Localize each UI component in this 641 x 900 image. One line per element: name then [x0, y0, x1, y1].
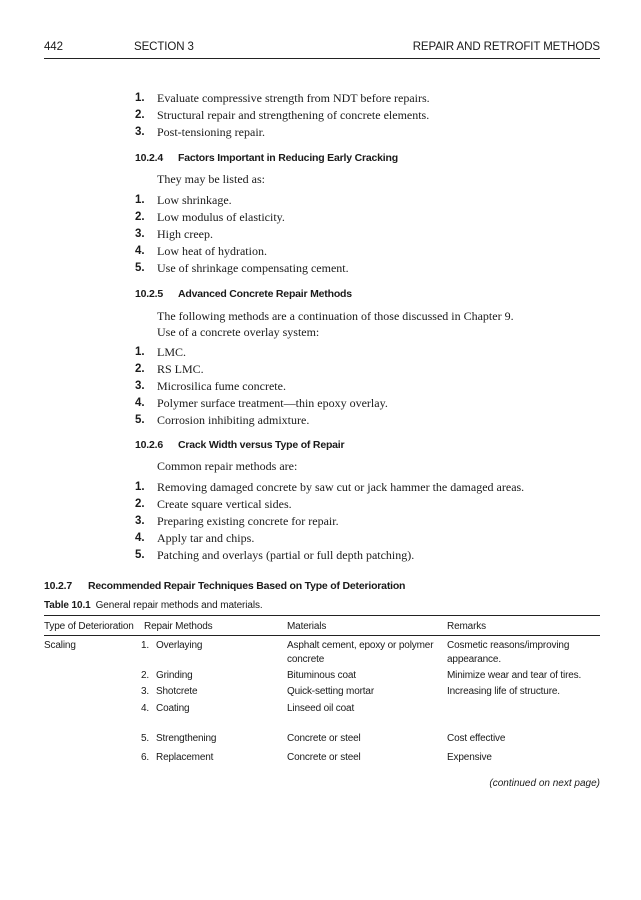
- repair-method: Overlaying: [156, 640, 203, 651]
- list-text: Microsilica fume concrete.: [157, 379, 286, 393]
- list-number: 2.: [135, 498, 145, 510]
- list-number: 1.: [135, 194, 145, 206]
- list-text: Polymer surface treatment—thin epoxy overlay.: [157, 396, 388, 410]
- list-text: Low modulus of elasticity.: [157, 210, 285, 224]
- repair-method: Replacement: [156, 752, 214, 763]
- column-header: Remarks: [447, 621, 486, 632]
- list-number: 1.: [135, 92, 145, 104]
- subsection-heading-10-2-5: [135, 288, 352, 300]
- repair-method: Grinding: [156, 670, 193, 681]
- running-title: REPAIR AND RETROFIT METHODS: [412, 41, 600, 53]
- list-number: 4.: [135, 245, 145, 257]
- running-header: [44, 40, 600, 59]
- list-text: Apply tar and chips.: [157, 531, 255, 545]
- subsection-heading-10-2-6: [135, 439, 344, 451]
- page-number: 442: [44, 41, 63, 53]
- remark: Minimize wear and tear of tires.: [447, 670, 582, 681]
- subsection-title: Factors Important in Reducing Early Cracking: [178, 152, 398, 164]
- list-text: Patching and overlays (partial or full depth patching).: [157, 548, 415, 562]
- list-number: 4.: [135, 532, 145, 544]
- subsection-title: Crack Width versus Type of Repair: [178, 439, 345, 451]
- list-text: Create square vertical sides.: [157, 497, 292, 511]
- subsection-heading-10-2-7: [44, 580, 405, 592]
- material: Linseed oil coat: [287, 703, 355, 714]
- deterioration-type: Scaling: [44, 640, 76, 651]
- row-number: 3.: [140, 686, 149, 697]
- list-text: Low shrinkage.: [157, 193, 232, 207]
- list-text: Structural repair and strengthening of concrete elements.: [157, 108, 430, 122]
- material: concrete: [287, 654, 325, 665]
- remark: Expensive: [447, 752, 492, 763]
- remark: Cost effective: [447, 733, 506, 744]
- material: Concrete or steel: [287, 733, 361, 744]
- repair-method: Strengthening: [156, 733, 217, 744]
- subsection-number: 10.2.4: [135, 152, 163, 164]
- subsection-title: Recommended Repair Techniques Based on Type of Deterioration: [88, 580, 406, 592]
- row-number: 2.: [140, 670, 149, 681]
- list-number: 3.: [135, 380, 145, 392]
- material: Quick-setting mortar: [287, 686, 375, 697]
- row-number: 1.: [140, 640, 149, 651]
- remark: Increasing life of structure.: [447, 686, 560, 697]
- paragraph: Common repair methods are:: [157, 459, 298, 473]
- list-number: 2.: [135, 109, 145, 121]
- remark: appearance.: [447, 654, 501, 665]
- subsection-heading-10-2-4: [135, 152, 398, 164]
- list-text: RS LMC.: [157, 362, 204, 376]
- continued-note: (continued on next page): [489, 778, 600, 789]
- list-number: 5.: [135, 549, 145, 561]
- list-text: Low heat of hydration.: [157, 244, 267, 258]
- subsection-number: 10.2.7: [44, 580, 72, 592]
- section-label: SECTION 3: [134, 41, 194, 53]
- remark: Cosmetic reasons/improving: [447, 640, 570, 651]
- material: Asphalt cement, epoxy or polymer: [287, 640, 434, 651]
- subsection-number: 10.2.5: [135, 288, 163, 300]
- paragraph: Use of a concrete overlay system:: [157, 325, 320, 339]
- table-header-rule: [44, 635, 600, 636]
- repair-method: Coating: [156, 703, 190, 714]
- table-top-rule: [44, 615, 600, 616]
- list-text: Preparing existing concrete for repair.: [157, 514, 339, 528]
- subsection-number: 10.2.6: [135, 439, 163, 451]
- paragraph: They may be listed as:: [157, 172, 265, 186]
- table-caption: [44, 600, 263, 611]
- list-text: Post-tensioning repair.: [157, 125, 265, 139]
- column-header: Repair Methods: [144, 621, 213, 632]
- list-number: 2.: [135, 363, 145, 375]
- table-label: Table 10.1: [44, 600, 91, 611]
- list-number: 3.: [135, 515, 145, 527]
- list-text: Corrosion inhibiting admixture.: [157, 413, 310, 427]
- list-number: 5.: [135, 414, 145, 426]
- row-number: 6.: [140, 752, 149, 763]
- list-text: Evaluate compressive strength from NDT before repairs.: [157, 91, 430, 105]
- material: Concrete or steel: [287, 752, 361, 763]
- list-number: 4.: [135, 397, 145, 409]
- row-number: 5.: [140, 733, 149, 744]
- list-number: 1.: [135, 346, 145, 358]
- list-text: High creep.: [157, 227, 213, 241]
- list-text: Removing damaged concrete by saw cut or jack hammer the damaged areas.: [157, 480, 525, 494]
- column-header: Materials: [287, 621, 327, 632]
- list-number: 1.: [135, 481, 145, 493]
- paragraph: The following methods are a continuation of those discussed in Chapter 9.: [157, 309, 514, 323]
- table-caption-text: General repair methods and materials.: [95, 600, 263, 611]
- column-header: Type of Deterioration: [44, 621, 134, 632]
- list-number: 2.: [135, 211, 145, 223]
- subsection-title: Advanced Concrete Repair Methods: [178, 288, 352, 300]
- list-number: 3.: [135, 126, 145, 138]
- material: Bituminous coat: [287, 670, 356, 681]
- list-number: 5.: [135, 262, 145, 274]
- repair-method: Shotcrete: [156, 686, 198, 697]
- row-number: 4.: [140, 703, 149, 714]
- list-text: LMC.: [157, 345, 187, 359]
- list-text: Use of shrinkage compensating cement.: [157, 261, 349, 275]
- list-number: 3.: [135, 228, 145, 240]
